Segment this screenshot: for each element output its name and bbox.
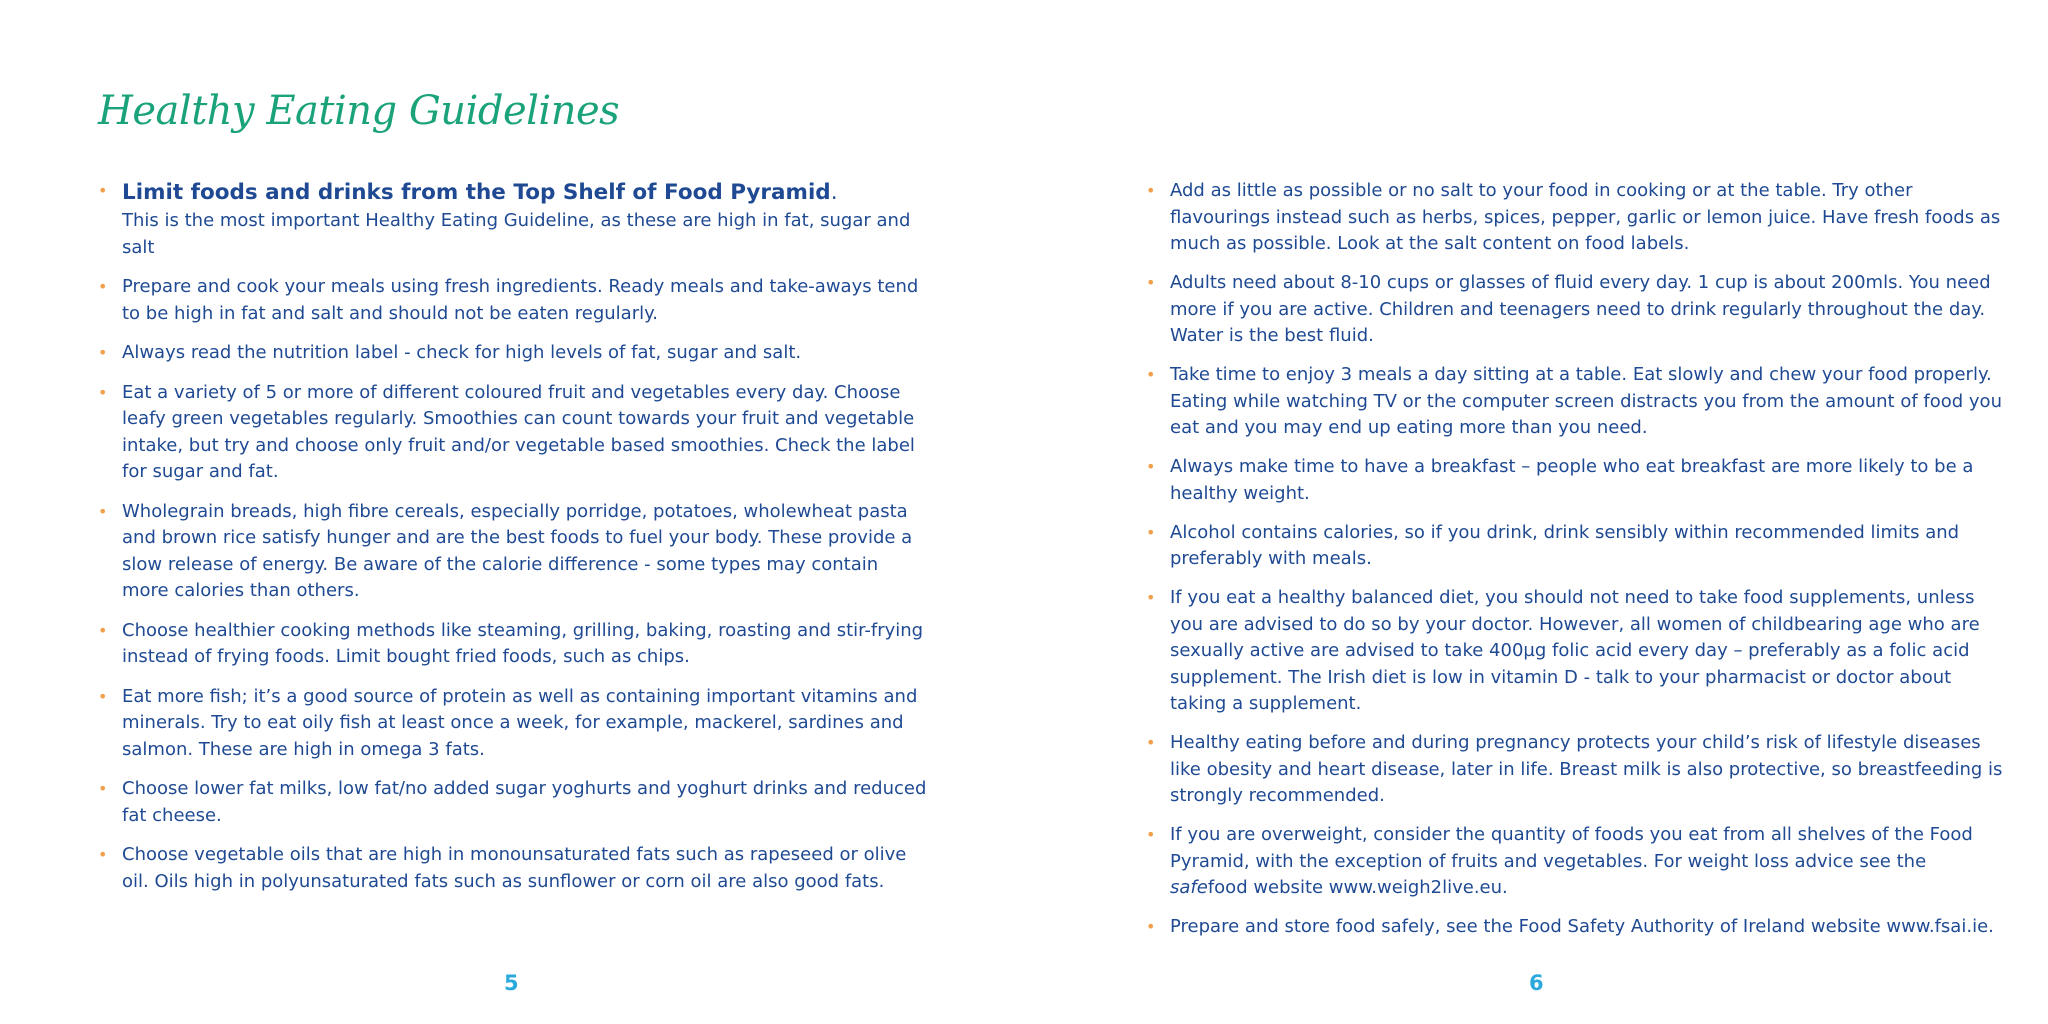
page-right — [1024, 0, 2048, 1024]
guideline-item — [98, 684, 928, 764]
guideline-item — [1146, 520, 2006, 573]
guideline-text: Add as little as possible or no salt to your food in cooking or at the table. Try other flavourings instead such as herbs, spices, pepper, garlic or lemon juice. Have fresh foods as much as possible. Look at the salt content on food labels. — [1170, 180, 2001, 254]
bullet-icon: • — [1146, 181, 1156, 200]
guideline-item — [1146, 178, 2006, 258]
guideline-item — [1146, 270, 2006, 350]
guideline-text: Prepare and store food safely, see the Food Safety Authority of Ireland website www.fsai.ie. — [1170, 916, 1994, 937]
bullet-icon: • — [98, 181, 108, 200]
bullet-icon: • — [1146, 917, 1156, 936]
bullet-icon: • — [1146, 588, 1156, 607]
guideline-item — [98, 178, 928, 261]
guideline-text: Choose healthier cooking methods like steaming, grilling, baking, roasting and stir-frying instead of frying foods. Limit bought fried foods, such as chips. — [122, 619, 924, 667]
guideline-text: Healthy eating before and during pregnancy protects your child’s risk of lifestyle diseases like obesity and heart disease, later in life. Breast milk is also protective, so breastfeeding is strongly recommended. — [1170, 732, 2003, 806]
bullet-icon: • — [1146, 365, 1156, 384]
guideline-text: If you are overweight, consider the quantity of foods you eat from all shelves of the Food Pyramid, with the exception of fruits and vegetables. For weight loss advice see the safefood website www.weigh2live.eu. — [1170, 824, 1973, 898]
guideline-text: Always read the nutrition label - check for high levels of fat, sugar and salt. — [122, 342, 802, 363]
bullet-icon: • — [1146, 825, 1156, 844]
guideline-item — [98, 274, 928, 327]
bullet-icon: • — [98, 779, 108, 798]
guideline-text: This is the most important Healthy Eating Guideline, as these are high in fat, sugar and salt — [122, 210, 911, 258]
bullet-icon: • — [1146, 273, 1156, 292]
guideline-text: Wholegrain breads, high fibre cereals, especially porridge, potatoes, wholewheat pasta and brown rice satisfy hunger and are the best foods to fuel your body. These provide a slow release of energy. Be aware of the calorie difference - some types may contain more calories than others. — [122, 500, 913, 601]
page-number: 5 — [504, 971, 519, 995]
guideline-text: Always make time to have a breakfast – people who eat breakfast are more likely to be a healthy weight. — [1170, 456, 1974, 504]
guideline-item — [1146, 454, 2006, 507]
bullet-icon: • — [1146, 457, 1156, 476]
safefood-italic: safe — [1170, 877, 1208, 898]
guideline-item — [1146, 585, 2006, 718]
bullet-icon: • — [98, 343, 108, 362]
guideline-item — [98, 618, 928, 671]
guideline-item — [1146, 914, 2006, 941]
guideline-item — [98, 340, 928, 367]
guideline-text: Prepare and cook your meals using fresh ingredients. Ready meals and take-aways tend to be high in fat and salt and should not be eaten regularly. — [122, 276, 919, 324]
bullet-icon: • — [98, 620, 108, 640]
guideline-text: If you eat a healthy balanced diet, you should not need to take food supplements, unless you are advised to do so by your doctor. However, all women of childbearing age who are sexually active are advised to take 400µg folic acid every day – preferably as a folic acid supplement. The Irish diet is low in vitamin D - talk to your pharmacist or doctor about taking a supplement. — [1170, 587, 1980, 714]
bullet-icon: • — [98, 277, 108, 296]
bullet-icon: • — [98, 686, 108, 706]
guideline-item — [98, 842, 928, 895]
bullet-icon: • — [98, 845, 108, 864]
guideline-item — [1146, 822, 2006, 902]
guideline-text: Alcohol contains calories, so if you drink, drink sensibly within recommended limits and preferably with meals. — [1170, 521, 1960, 569]
guideline-text: Take time to enjoy 3 meals a day sitting at a table. Eat slowly and chew your food properly. Eating while watching TV or the computer screen distracts you from the amount of food you eat and you may end up eating more than you need. — [1170, 364, 2002, 438]
bullet-icon: • — [1146, 522, 1156, 542]
guideline-text: Choose lower fat milks, low fat/no added sugar yoghurts and yoghurt drinks and reduced fat cheese. — [122, 778, 927, 826]
guideline-lead: Limit foods and drinks from the Top Shelf of Food Pyramid. — [122, 180, 838, 205]
guideline-text: Adults need about 8-10 cups or glasses of fluid every day. 1 cup is about 200mls. You need more if you are active. Children and teenagers need to drink regularly throughout the day. Water is the best fluid. — [1170, 272, 1991, 346]
page-number: 6 — [1529, 971, 1544, 995]
guideline-item — [98, 380, 928, 486]
guideline-item — [1146, 730, 2006, 810]
guidelines-list-right — [1146, 178, 2006, 953]
guideline-item — [98, 499, 928, 605]
guideline-item — [98, 776, 928, 829]
guideline-text: Eat a variety of 5 or more of different coloured fruit and vegetables every day. Choose leafy green vegetables regularly. Smoothies can count towards your fruit and vegetable intake, but try and choose only fruit and/or vegetable based smoothies. Check the label for sugar and fat. — [122, 381, 915, 482]
guideline-text: Choose vegetable oils that are high in monounsaturated fats such as rapeseed or olive oil. Oils high in polyunsaturated fats such as sunflower or corn oil are also good fats. — [122, 844, 907, 892]
guideline-text: Eat more fish; it’s a good source of protein as well as containing important vitamins and minerals. Try to eat oily fish at least once a week, for example, mackerel, sardines and salmon. These are high in omega 3 fats. — [122, 685, 918, 760]
guideline-item — [1146, 362, 2006, 442]
page-title: Healthy Eating Guidelines — [98, 88, 620, 134]
bullet-icon: • — [1146, 733, 1156, 752]
bullet-icon: • — [98, 382, 108, 402]
bullet-icon: • — [98, 501, 108, 521]
guidelines-list-left — [98, 178, 928, 908]
